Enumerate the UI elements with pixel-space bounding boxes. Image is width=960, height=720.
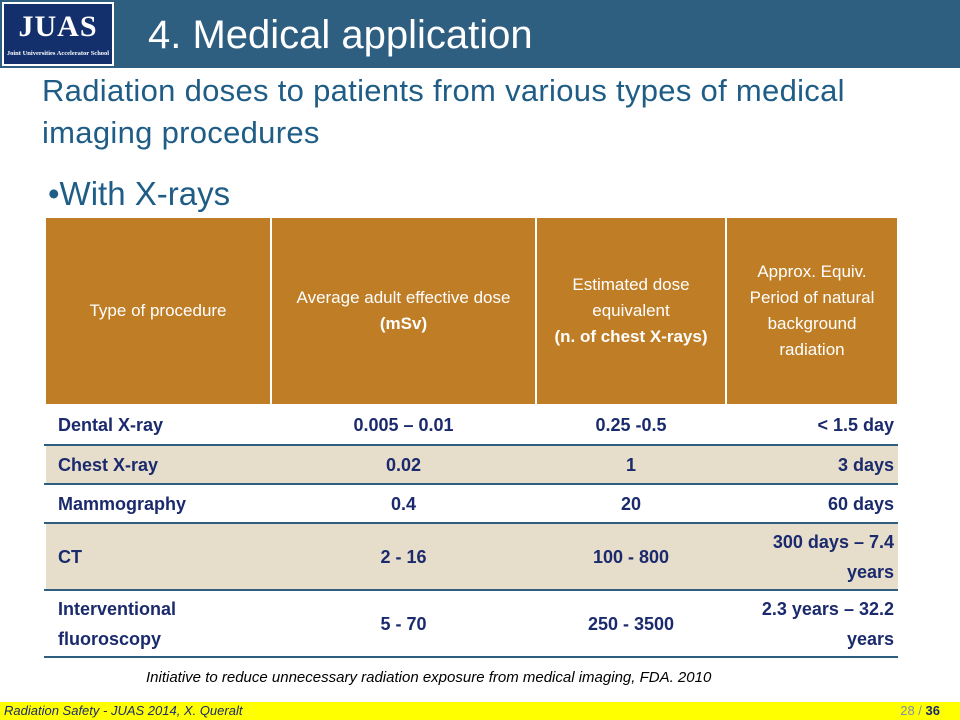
logo-subtitle: Joint Universities Accelerator School <box>6 50 110 57</box>
cell-chest-xrays: 0.25 -0.5 <box>536 405 726 445</box>
cell-dose: 5 - 70 <box>271 590 536 657</box>
cell-procedure: Interventional fluoroscopy <box>45 590 271 657</box>
cell-period: 60 days <box>726 484 898 523</box>
header-average-dose-label: Average adult effective dose <box>296 288 511 307</box>
cell-chest-xrays: 20 <box>536 484 726 523</box>
page-separator: / <box>914 703 926 718</box>
header-estimated-dose-sub: (n. of chest X-rays) <box>554 327 708 346</box>
dose-table <box>44 216 899 658</box>
header-estimated-dose <box>536 217 726 405</box>
table-row <box>45 523 898 590</box>
cell-procedure: CT <box>45 523 271 590</box>
table-row <box>45 590 898 657</box>
footer-course-info: Radiation Safety - JUAS 2014, X. Queralt <box>4 703 243 718</box>
header-type-of-procedure-label: Type of procedure <box>89 301 227 320</box>
title-bar <box>0 0 960 68</box>
source-footnote: Initiative to reduce unnecessary radiation exposure from medical imaging, FDA. 2010 <box>146 669 712 686</box>
cell-dose: 2 - 16 <box>271 523 536 590</box>
slide-subtitle: Radiation doses to patients from various types of medical imaging procedures <box>42 73 845 150</box>
table-header-row <box>45 217 898 405</box>
slide-title: 4. Medical application <box>148 13 533 57</box>
page-number <box>900 704 940 718</box>
cell-chest-xrays: 100 - 800 <box>536 523 726 590</box>
cell-dose: 0.4 <box>271 484 536 523</box>
header-background-period-label: Approx. Equiv. Period of natural background radiation <box>749 262 875 359</box>
bullet-with-xrays: •With X-rays <box>48 175 231 212</box>
header-estimated-dose-label: Estimated dose equivalent <box>572 275 690 320</box>
logo-text: JUAS <box>18 10 98 43</box>
cell-dose: 0.005 – 0.01 <box>271 405 536 445</box>
cell-procedure: Dental X-ray <box>45 405 271 445</box>
cell-procedure: Mammography <box>45 484 271 523</box>
table-row <box>45 484 898 523</box>
cell-dose: 0.02 <box>271 445 536 484</box>
cell-chest-xrays: 1 <box>536 445 726 484</box>
juas-logo <box>2 2 114 66</box>
cell-period: 3 days <box>726 445 898 484</box>
cell-period: 300 days – 7.4 years <box>726 523 898 590</box>
header-average-dose <box>271 217 536 405</box>
page-current: 28 <box>900 703 915 718</box>
cell-period: 2.3 years – 32.2 years <box>726 590 898 657</box>
footer-bar <box>0 702 960 720</box>
cell-procedure: Chest X-ray <box>45 445 271 484</box>
cell-period: < 1.5 day <box>726 405 898 445</box>
header-type-of-procedure <box>45 217 271 405</box>
table-row <box>45 445 898 484</box>
cell-chest-xrays: 250 - 3500 <box>536 590 726 657</box>
page-total: 36 <box>925 703 940 718</box>
header-background-period <box>726 217 898 405</box>
header-average-dose-unit: (mSv) <box>379 314 428 333</box>
table-row <box>45 405 898 445</box>
